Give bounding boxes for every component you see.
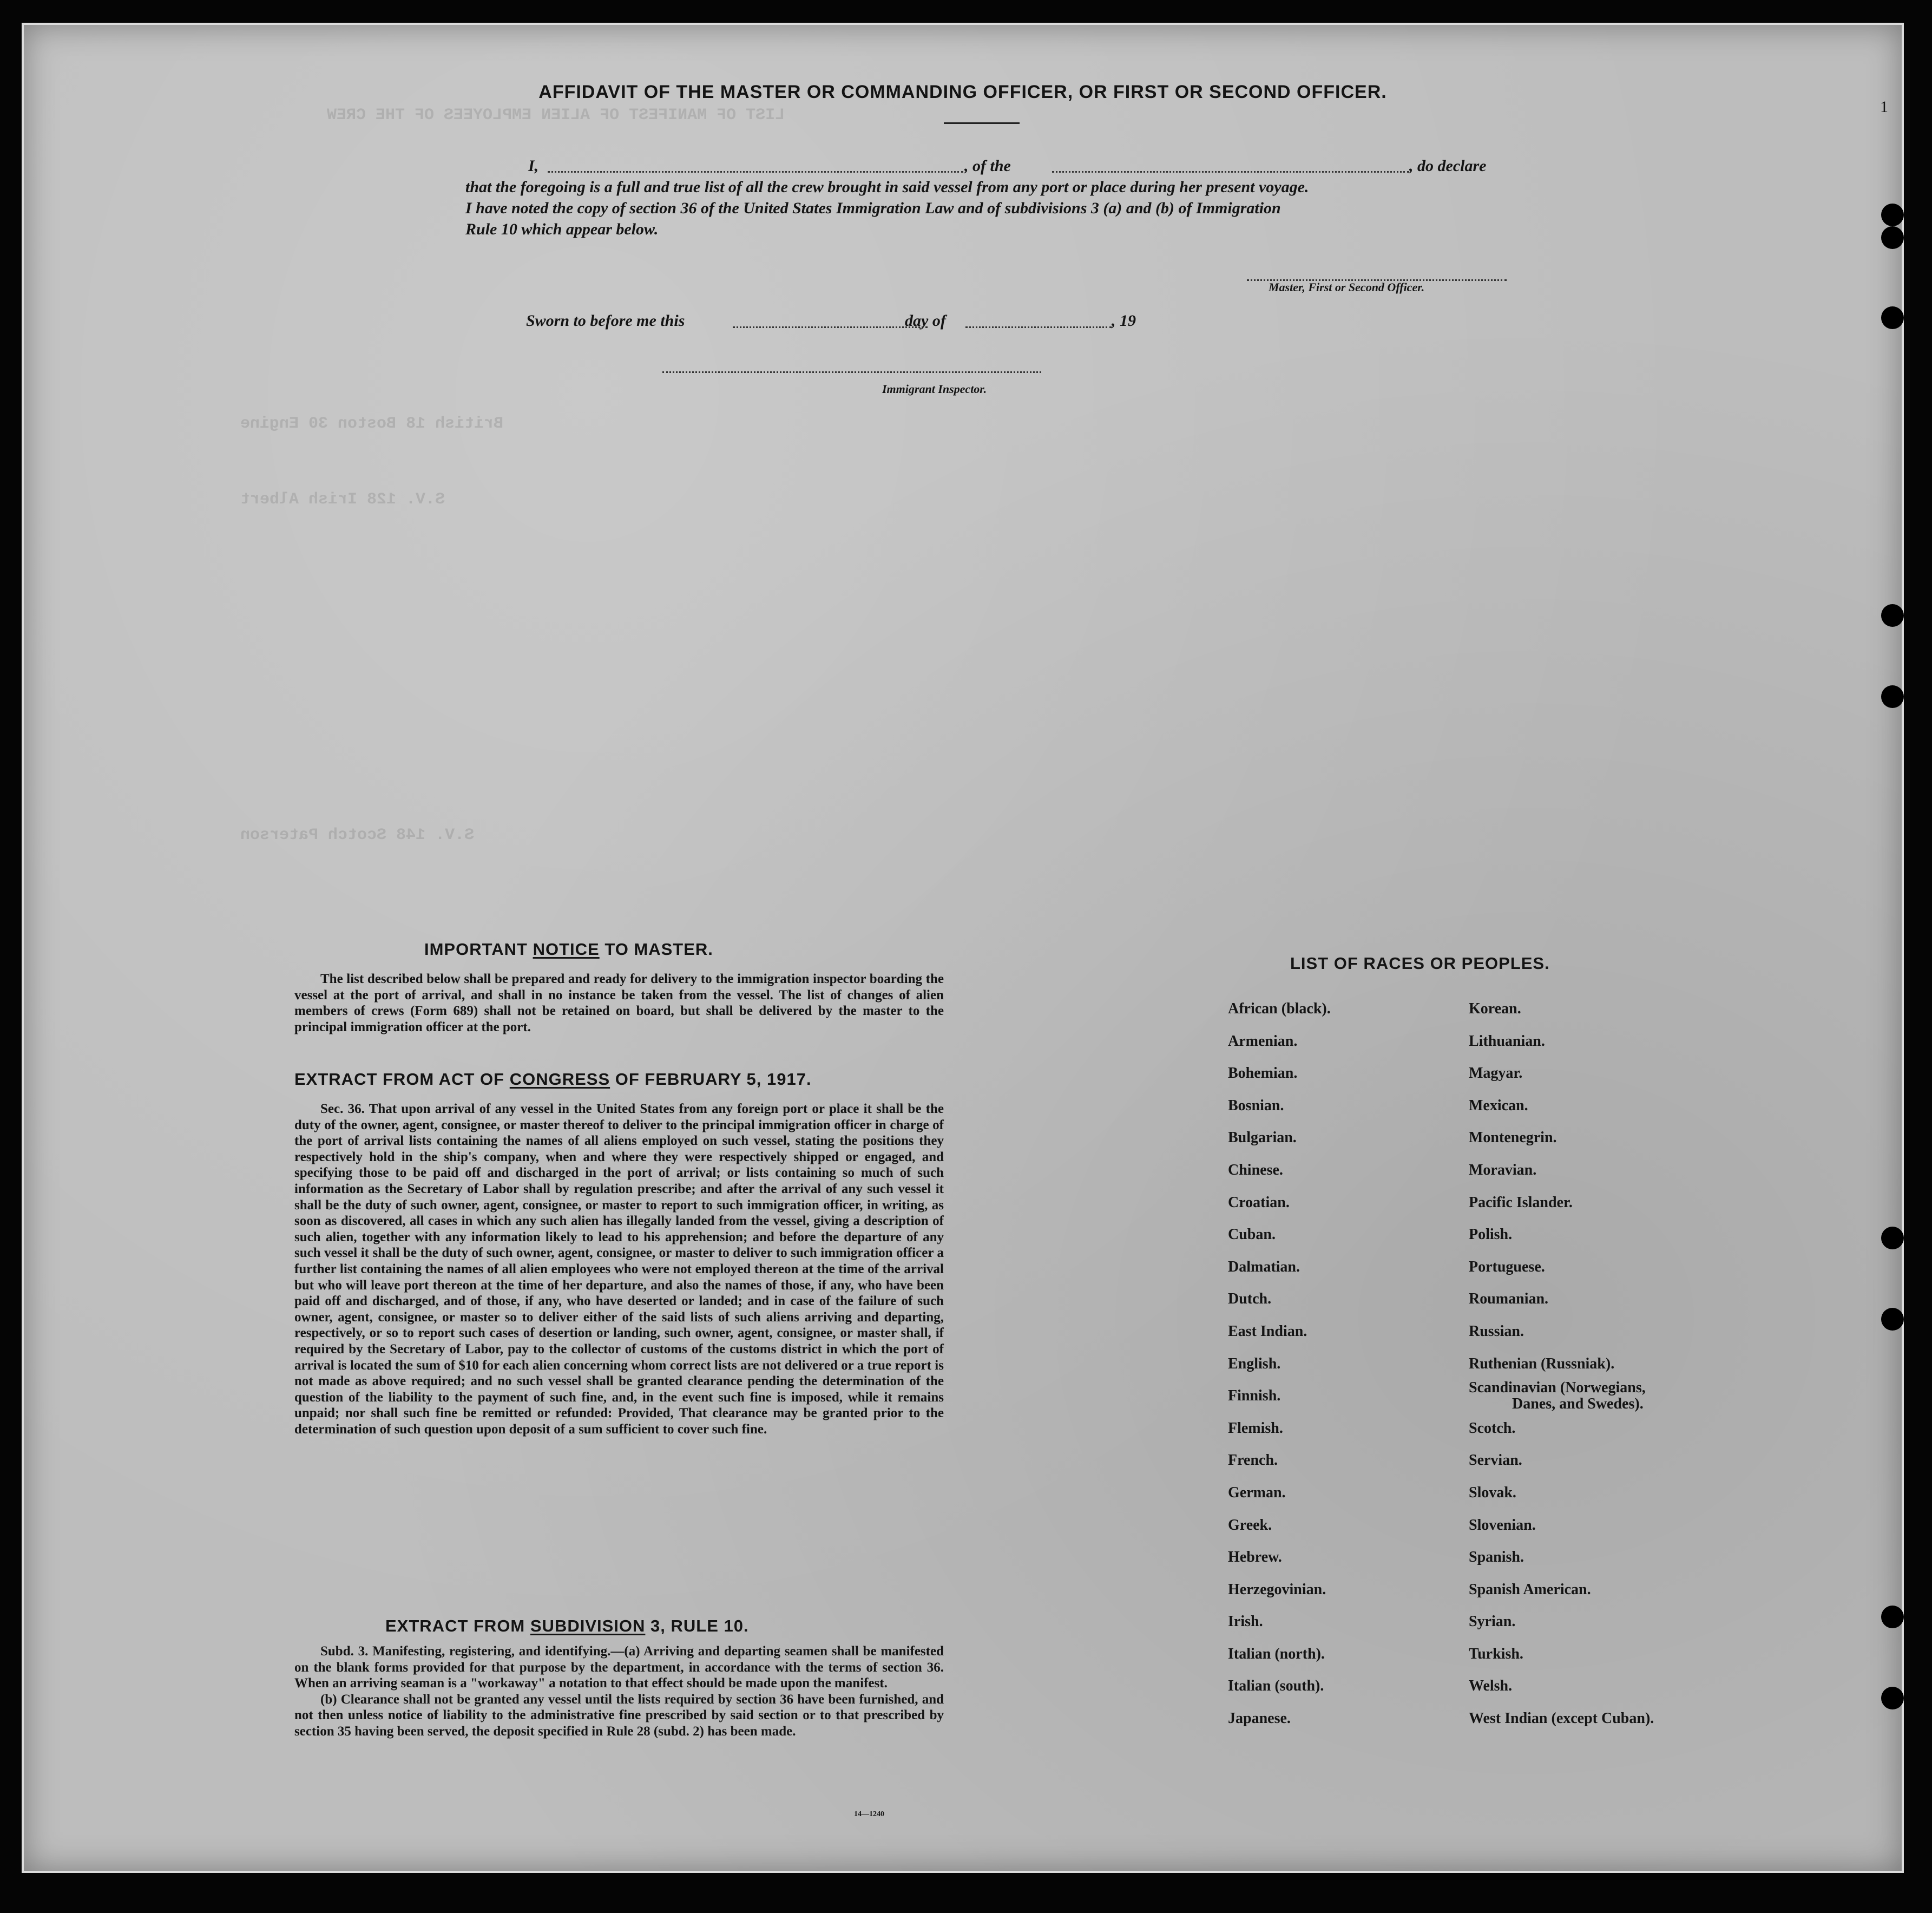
sworn-month-field[interactable] — [965, 326, 1112, 328]
races-column-2 — [1469, 993, 1654, 1735]
race-item — [1469, 1380, 1654, 1412]
bleed-through-text: LIST OF MANIFEST OF ALIEN EMPLOYEES OF THE CREW — [327, 106, 785, 125]
notice-text — [294, 971, 944, 1035]
vessel-field[interactable] — [1052, 171, 1409, 173]
race-item: Dalmatian. — [1228, 1258, 1300, 1275]
of-the-label: , of the — [964, 157, 1011, 175]
sworn-label: Sworn to before me this — [526, 312, 685, 330]
declaration-line-4: Rule 10 which appear below. — [465, 220, 659, 238]
race-item: Greek. — [1228, 1516, 1272, 1534]
punch-hole — [1881, 226, 1904, 249]
race-item: Japanese. — [1228, 1710, 1291, 1727]
declarant-prefix: I, — [528, 157, 539, 175]
extract-rule-title — [385, 1616, 749, 1636]
race-item: Cuban. — [1228, 1226, 1276, 1243]
rule-10-paragraph-b: (b) Clearance shall not be granted any vessel until the lists required by section 36 have been furnished, and not then unless notice of liability to the administrative fine prescribed by said section or to that prescribed by section 35 having been served, the deposit specified in Rule 28 (subd. 2) has been made. — [294, 1692, 944, 1739]
declaration-line-3: I have noted the copy of section 36 of the United States Immigration Law and of subdivisions 3 (a) and (b) of Immigration — [465, 199, 1281, 217]
bleed-through-text: S.V. 128 Irish Albert — [240, 490, 445, 509]
race-item: Servian. — [1469, 1452, 1522, 1469]
sworn-day-field[interactable] — [733, 326, 928, 328]
notice-title-part: NOTICE — [533, 940, 600, 959]
extract-rule-title-part: SUBDIVISION — [530, 1616, 646, 1635]
rule-10-text — [294, 1643, 944, 1740]
extract-act-title-part: CONGRESS — [509, 1070, 610, 1089]
race-item: Hebrew. — [1228, 1549, 1282, 1566]
race-item: Pacific Islander. — [1469, 1194, 1573, 1211]
form-number: 14—1240 — [854, 1810, 884, 1818]
notice-title — [424, 940, 713, 959]
extract-act-title — [294, 1070, 812, 1089]
race-item: Bohemian. — [1228, 1065, 1298, 1082]
inspector-signature-field[interactable] — [662, 371, 1041, 373]
race-item: Dutch. — [1228, 1290, 1272, 1308]
race-item: Spanish American. — [1469, 1581, 1591, 1598]
race-item: Slovenian. — [1469, 1516, 1536, 1534]
race-item: Chinese. — [1228, 1161, 1283, 1178]
inspector-label: Immigrant Inspector. — [882, 382, 987, 396]
race-item: Bulgarian. — [1228, 1129, 1297, 1147]
race-item: Bosnian. — [1228, 1097, 1284, 1114]
race-item: Croatian. — [1228, 1194, 1290, 1211]
race-item: Finnish. — [1228, 1387, 1281, 1405]
section-36-text — [294, 1101, 944, 1437]
signature-label: Master, First or Second Officer. — [1269, 280, 1425, 294]
races-column-1 — [1228, 993, 1331, 1735]
punch-hole — [1881, 1308, 1904, 1331]
race-item: Lithuanian. — [1469, 1032, 1545, 1050]
punch-hole — [1881, 204, 1904, 226]
race-item: French. — [1228, 1452, 1278, 1469]
race-item: Syrian. — [1469, 1613, 1516, 1630]
declaration-line-2: that the foregoing is a full and true list of all the crew brought in said vessel from any port or place during her present voyage. — [465, 178, 1309, 196]
punch-hole — [1881, 685, 1904, 708]
punch-hole — [1881, 1227, 1904, 1249]
race-item: Ruthenian (Russniak). — [1469, 1355, 1615, 1372]
race-item: Slovak. — [1469, 1484, 1516, 1501]
race-item: African (black). — [1228, 1000, 1331, 1017]
race-item: Welsh. — [1469, 1678, 1513, 1695]
title-rule — [944, 122, 1020, 124]
race-item: Turkish. — [1469, 1645, 1523, 1662]
punch-hole — [1881, 1687, 1904, 1709]
race-item: Magyar. — [1469, 1065, 1523, 1082]
punch-hole — [1881, 604, 1904, 627]
race-item: Italian (south). — [1228, 1678, 1324, 1695]
bleed-through-text: British 18 Boston 30 Engine — [240, 415, 504, 433]
declarant-name-field[interactable] — [548, 171, 963, 173]
race-item-line: Scandinavian (Norwegians, — [1469, 1379, 1646, 1397]
race-item: East Indian. — [1228, 1322, 1307, 1340]
notice-title-part: TO MASTER. — [599, 940, 713, 959]
affidavit-title: AFFIDAVIT OF THE MASTER OR COMMANDING OFFICER, OR FIRST OR SECOND OFFICER. — [538, 82, 1387, 102]
day-of-label: day of — [905, 312, 946, 330]
race-item: Herzegovinian. — [1228, 1581, 1326, 1598]
section-36-paragraph: Sec. 36. That upon arrival of any vessel in the United States from any foreign port or place it shall be the duty of the owner, agent, consignee, or master thereof to deliver to the principal immigration officer in charge of the port of arrival lists containing the names of all aliens employed on such vessel, stating the positions they respectively hold in the ship's company, when and where they were respectively shipped or engaged, and specifying those to be paid off and discharged in the port of arrival; or lists containing so much of such information as the Secretary of Labor shall by regulation prescribe; and after the arrival of any such vessel it shall be the duty of such owner, agent, consignee, or master to report to such immigration officer, in writing, as soon as discovered, all cases in which any such alien has illegally landed from the vessel, giving a description of such alien, together with any information likely to lead to his apprehension; and before the departure of any such vessel it shall be the duty of such owner, agent, consignee, or master to deliver to such immigration officer a further list containing the names of all alien employees who were not employed thereon at the time of the arrival but who will leave port thereon at the time of her departure, and also the names of those, if any, who have been paid off and discharged, and of those, if any, who have deserted or landed; and in case of the failure of such owner, agent, consignee, or master so to deliver either of the said lists of such aliens arriving and departing, respectively, or so to report such cases of desertion or landing, such owner, agent, consignee, or master shall, if required by the Secretary of Labor, pay to the collector of customs of the customs district in which the port of arrival is located the sum of $10 for each alien concerning whom correct lists are not delivered or a true report is not made as above required; and no such vessel shall be granted clearance pending the determination of the question of the liability to the payment of such fine, and, in the event such fine is imposed, while it remains unpaid; nor shall such fine be remitted or refunded: Provided, That clearance may be granted prior to the determination of such question upon deposit of a sum sufficient to cover such fine. — [294, 1102, 944, 1437]
race-item-continuation: Danes, and Swedes). — [1512, 1396, 1644, 1413]
document-sheet — [22, 23, 1904, 1873]
race-item: Irish. — [1228, 1613, 1263, 1630]
races-title: LIST OF RACES OR PEOPLES. — [1290, 954, 1550, 973]
race-item: German. — [1228, 1484, 1286, 1501]
race-item: Montenegrin. — [1469, 1129, 1557, 1147]
extract-act-title-part: OF FEBRUARY 5, 1917. — [610, 1070, 812, 1089]
race-item: English. — [1228, 1355, 1281, 1372]
race-item: Mexican. — [1469, 1097, 1528, 1114]
extract-rule-title-part: 3, RULE 10. — [645, 1616, 749, 1635]
race-item: Flemish. — [1228, 1419, 1283, 1437]
race-item: Scotch. — [1469, 1419, 1516, 1437]
punch-hole — [1881, 1606, 1904, 1628]
race-item: Armenian. — [1228, 1032, 1298, 1050]
year-label: , 19 — [1112, 312, 1136, 330]
extract-act-title-part: EXTRACT FROM ACT OF — [294, 1070, 510, 1089]
race-item: Polish. — [1469, 1226, 1513, 1243]
corner-page-number: 1 — [1880, 98, 1888, 116]
notice-title-part: IMPORTANT — [424, 940, 533, 959]
race-item: Korean. — [1469, 1000, 1521, 1017]
race-item: Russian. — [1469, 1322, 1524, 1340]
race-item: Portuguese. — [1469, 1258, 1545, 1275]
race-item: Spanish. — [1469, 1549, 1524, 1566]
do-declare-label: , do declare — [1409, 157, 1487, 175]
bleed-through-text: S.V. 148 Scotch Paterson — [240, 826, 475, 844]
extract-rule-title-part: EXTRACT FROM — [385, 1616, 530, 1635]
race-item: Roumanian. — [1469, 1290, 1549, 1308]
rule-10-paragraph-a: Subd. 3. Manifesting, registering, and identifying.—(a) Arriving and departing seamen shall be manifested on the blank forms provided for that purpose by the department, in accordance with the terms of section 36. When an arriving seaman is a "workaway" a notation to that effect should be made upon the manifest. — [294, 1644, 944, 1691]
notice-paragraph: The list described below shall be prepared and ready for delivery to the immigration inspector boarding the vessel at the port of arrival, and shall in no instance be taken from the vessel. The list of changes of alien members of crews (Form 689) shall not be retained on board, but shall be delivered by the master to the principal immigration officer at the port. — [294, 972, 944, 1034]
race-item: Italian (north). — [1228, 1645, 1325, 1662]
race-item: Moravian. — [1469, 1161, 1537, 1178]
punch-hole — [1881, 306, 1904, 329]
race-item: West Indian (except Cuban). — [1469, 1710, 1654, 1727]
